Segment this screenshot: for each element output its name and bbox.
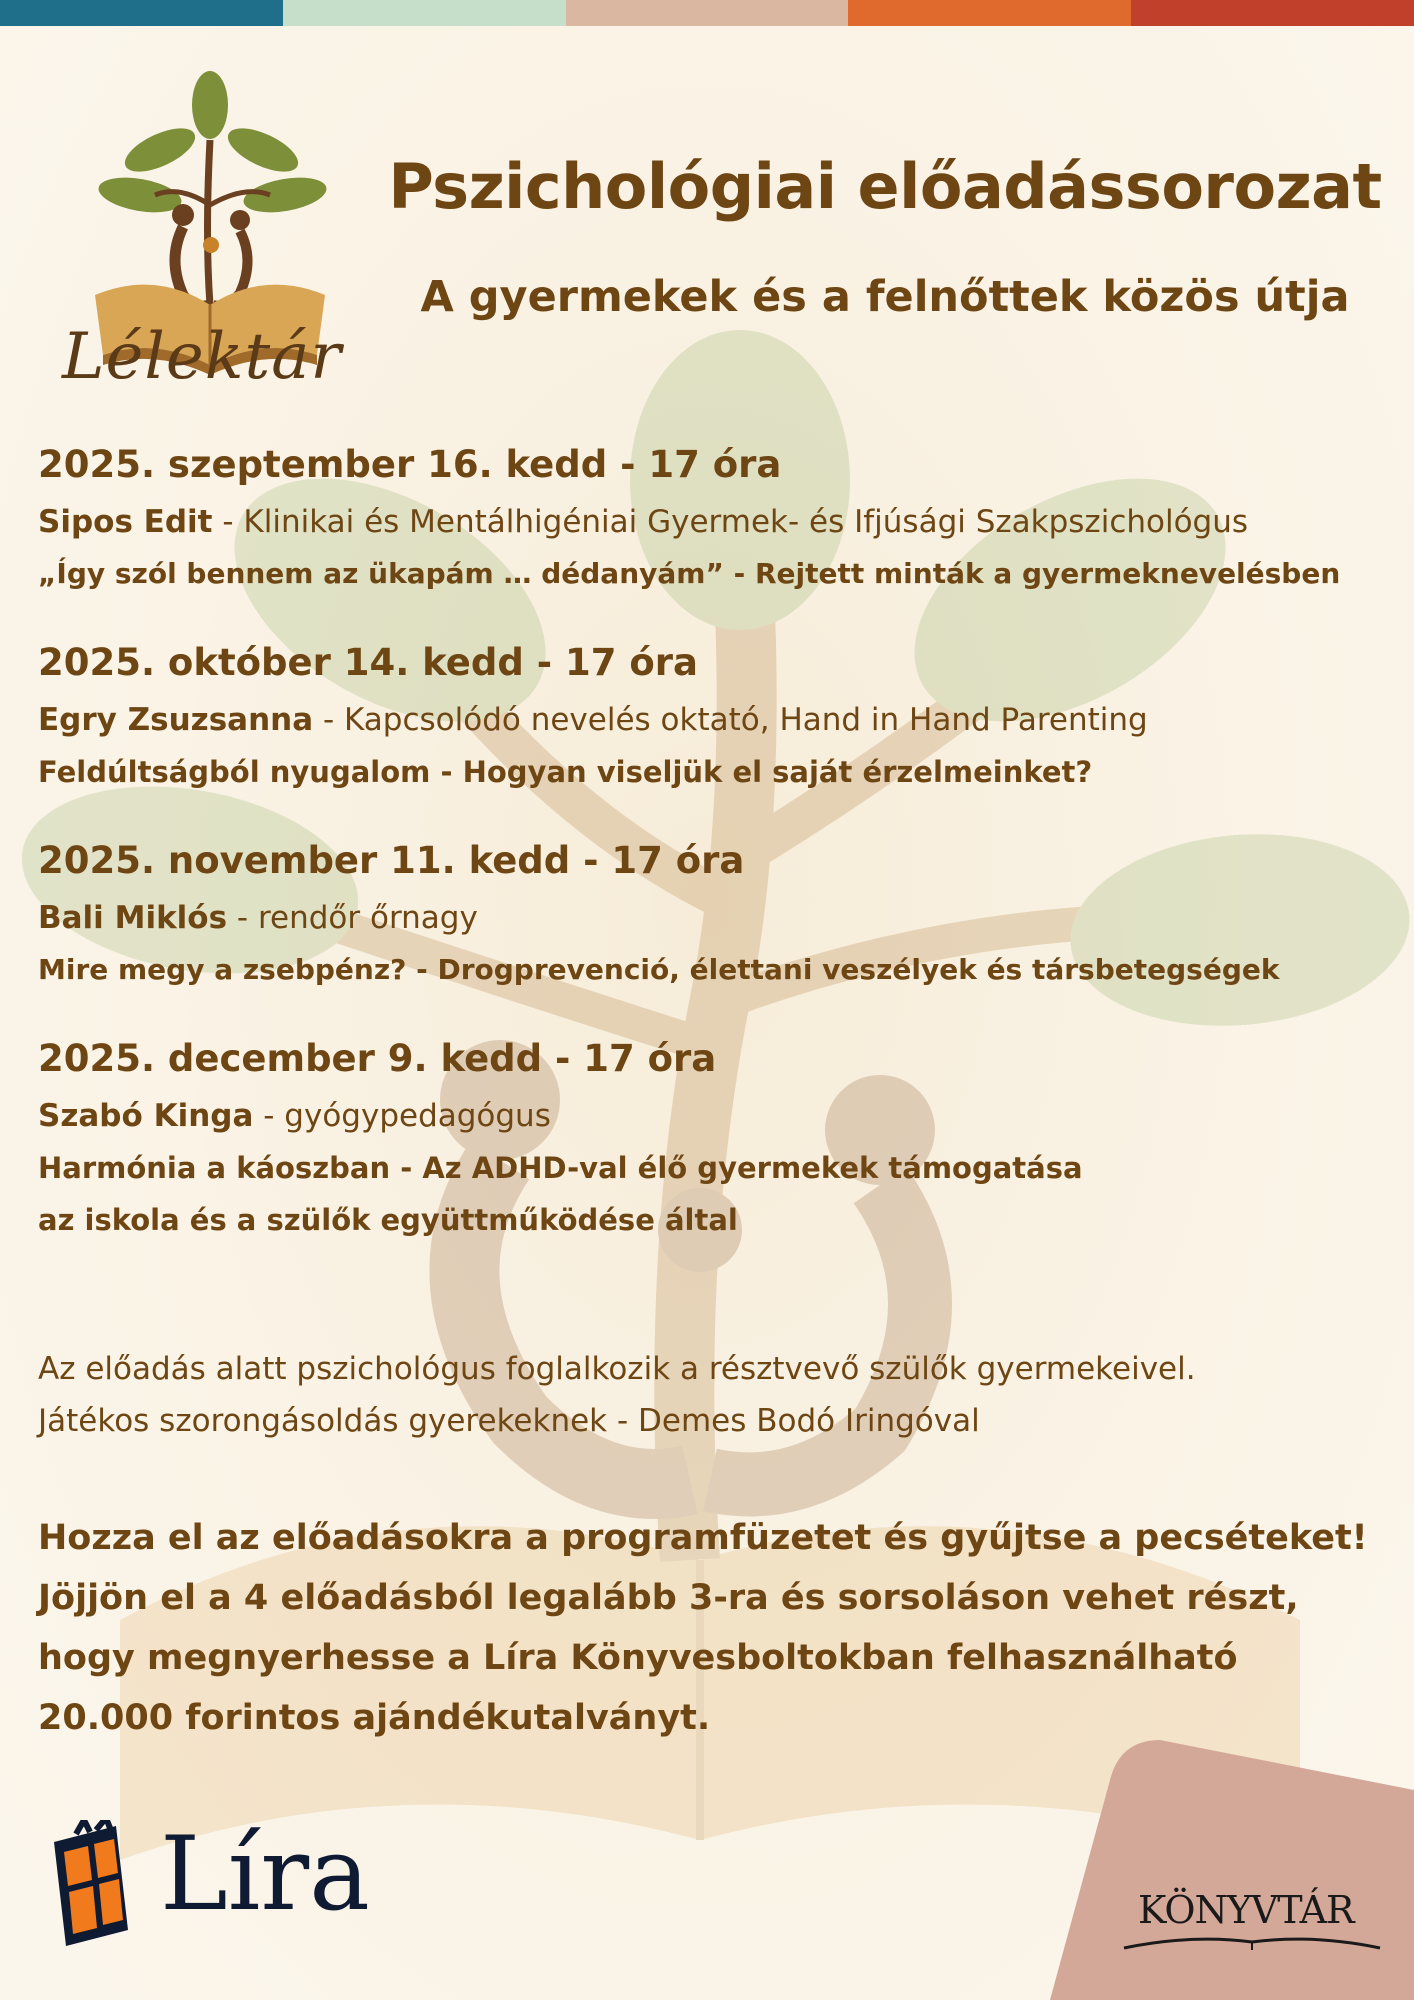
konyvtar-logo-text: KÖNYVTÁR: [1138, 1888, 1354, 1932]
stripe-red: [1131, 0, 1414, 26]
event-speaker: [38, 694, 1398, 746]
stripe-orange: [848, 0, 1131, 26]
childcare-info: [38, 1343, 1398, 1447]
promo-line: Hozza el az előadásokra a programfüzetet és gyűjtse a pecséteket!: [38, 1518, 1368, 1558]
event-date: 2025. december 9. kedd - 17 óra: [38, 1037, 717, 1080]
speaker-role: - rendőr őrnagy: [227, 900, 478, 936]
event-1: [38, 440, 1398, 600]
event-topic: Harmónia a káoszban - Az ADHD-val élő gyermekek támogatása: [38, 1151, 1083, 1185]
stripe-teal: [0, 0, 283, 26]
speaker-role: - gyógypedagógus: [253, 1098, 551, 1134]
event-4: [38, 1034, 1398, 1246]
event-speaker: [38, 496, 1398, 548]
lira-book-icon: [46, 1820, 136, 1950]
event-topic: Feldúltságból nyugalom - Hogyan viseljük el saját érzelmeinket?: [38, 755, 1093, 789]
event-speaker: [38, 1090, 1398, 1142]
promo-line: 20.000 forintos ajándékutalványt.: [38, 1698, 711, 1738]
info-line: Az előadás alatt pszichológus foglalkozik a résztvevő szülők gyermekeivel.: [38, 1351, 1196, 1387]
speaker-role: - Kapcsolódó nevelés oktató, Hand in Hand Parenting: [313, 702, 1148, 738]
corner-decoration: [1050, 1740, 1414, 2000]
page-subtitle: A gyermekek és a felnőttek közös útja: [420, 272, 1350, 322]
raffle-promo: [38, 1508, 1398, 1748]
speaker-name: Egry Zsuzsanna: [38, 702, 314, 738]
event-2: [38, 638, 1398, 798]
event-topic-continued: az iskola és a szülők együttműködése által: [38, 1203, 738, 1237]
lira-logo-text: Líra: [160, 1815, 370, 1934]
book-swoosh-icon: [1122, 1930, 1382, 1952]
event-date: 2025. november 11. kedd - 17 óra: [38, 839, 745, 882]
info-line: Játékos szorongásoldás gyerekeknek - Demes Bodó Iringóval: [38, 1403, 980, 1439]
event-topic: „Így szól bennem az ükapám … dédanyám” - Rejtett minták a gyermeknevelésben: [38, 557, 1341, 590]
event-topic: Mire megy a zsebpénz? - Drogprevenció, élettani veszélyek és társbetegségek: [38, 953, 1280, 986]
speaker-name: Bali Miklós: [38, 900, 228, 936]
event-list: [38, 440, 1398, 1284]
event-speaker: [38, 892, 1398, 944]
speaker-role: - Klinikai és Mentálhigéniai Gyermek- és Ifjúsági Szakpszichológus: [212, 504, 1249, 540]
page-title: Pszichológiai előadássorozat: [388, 150, 1382, 223]
event-date: 2025. október 14. kedd - 17 óra: [38, 641, 698, 684]
promo-line: hogy megnyerhesse a Líra Könyvesboltokban felhasználható: [38, 1638, 1238, 1678]
speaker-name: Sipos Edit: [38, 504, 213, 540]
stripe-mint: [283, 0, 566, 26]
event-date: 2025. szeptember 16. kedd - 17 óra: [38, 443, 782, 486]
lelektar-logo-text: Lélektár: [62, 320, 342, 394]
top-color-stripes: [0, 0, 1414, 26]
event-3: [38, 836, 1398, 996]
promo-line: Jöjjön el a 4 előadásból legalább 3-ra és sorsoláson vehet részt,: [38, 1578, 1299, 1618]
stripe-sand: [566, 0, 849, 26]
speaker-name: Szabó Kinga: [38, 1098, 254, 1134]
